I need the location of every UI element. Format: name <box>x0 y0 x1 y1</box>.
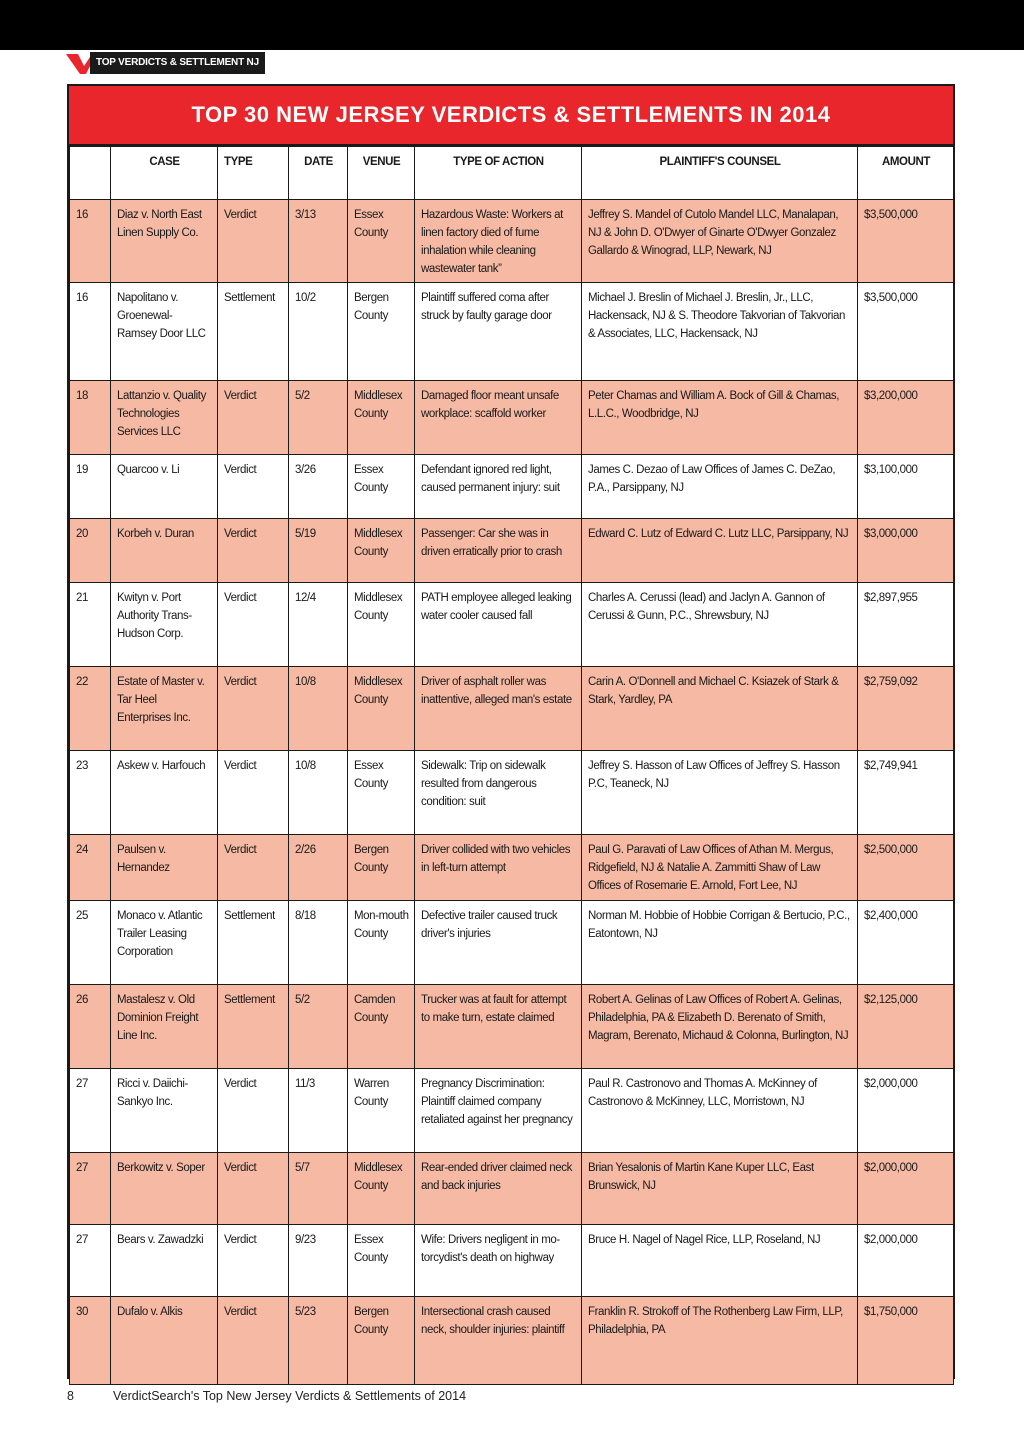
cell-venue: Bergen County <box>348 283 415 381</box>
col-header-rank <box>70 147 111 200</box>
cell-type: Verdict <box>218 519 289 583</box>
cell-action: Defendant ignored red light, caused permanent injury: suit <box>415 455 582 519</box>
cell-date: 10/2 <box>289 283 348 381</box>
cell-rank: 24 <box>70 835 111 901</box>
cell-action: Driver of asphalt roller was inattentive, alleged man's estate <box>415 667 582 751</box>
cell-counsel: Brian Yesalonis of Martin Kane Kuper LLC, East Brunswick, NJ <box>582 1153 858 1225</box>
cell-action: Passenger: Car she was in driven erratically prior to crash <box>415 519 582 583</box>
top-black-bar <box>0 0 1024 50</box>
cell-date: 9/23 <box>289 1225 348 1297</box>
cell-rank: 20 <box>70 519 111 583</box>
cell-case: Askew v. Harfouch <box>111 751 218 835</box>
cell-amount: $2,749,941 <box>858 751 954 835</box>
cell-action: PATH employee alleged leaking water cooler caused fall <box>415 583 582 667</box>
cell-amount: $3,000,000 <box>858 519 954 583</box>
cell-counsel: Norman M. Hobbie of Hobbie Corrigan & Bertucio, P.C., Eatontown, NJ <box>582 901 858 985</box>
cell-rank: 25 <box>70 901 111 985</box>
cell-amount: $3,500,000 <box>858 283 954 381</box>
cell-counsel: Peter Chamas and William A. Bock of Gill & Chamas, L.L.C., Woodbridge, NJ <box>582 381 858 455</box>
cell-type: Settlement <box>218 283 289 381</box>
col-header-type: TYPE <box>218 147 289 200</box>
cell-action: Trucker was at fault for attempt to make turn, estate claimed <box>415 985 582 1069</box>
cell-amount: $2,000,000 <box>858 1069 954 1153</box>
cell-counsel: Franklin R. Strokoff of The Rothenberg Law Firm, LLP, Philadelphia, PA <box>582 1297 858 1385</box>
table-row <box>70 455 954 519</box>
cell-counsel: Carin A. O'Donnell and Michael C. Ksiazek of Stark & Stark, Yardley, PA <box>582 667 858 751</box>
cell-amount: $2,500,000 <box>858 835 954 901</box>
cell-rank: 16 <box>70 283 111 381</box>
cell-amount: $2,125,000 <box>858 985 954 1069</box>
cell-date: 5/2 <box>289 381 348 455</box>
cell-case: Monaco v. Atlantic Trailer Leasing Corporation <box>111 901 218 985</box>
cell-venue: Middlesex County <box>348 519 415 583</box>
cell-amount: $2,897,955 <box>858 583 954 667</box>
table-row <box>70 835 954 901</box>
cell-venue: Essex County <box>348 1225 415 1297</box>
cell-rank: 27 <box>70 1225 111 1297</box>
cell-case: Ricci v. Daiichi-Sankyo Inc. <box>111 1069 218 1153</box>
cell-counsel: Charles A. Cerussi (lead) and Jaclyn A. Gannon of Cerussi & Gunn, P.C., Shrewsbury, NJ <box>582 583 858 667</box>
cell-rank: 27 <box>70 1069 111 1153</box>
cell-type: Verdict <box>218 751 289 835</box>
cell-case: Paulsen v. Hernandez <box>111 835 218 901</box>
cell-case: Dufalo v. Alkis <box>111 1297 218 1385</box>
cell-date: 8/18 <box>289 901 348 985</box>
table-row <box>70 901 954 985</box>
cell-venue: Middlesex County <box>348 583 415 667</box>
cell-venue: Middlesex County <box>348 381 415 455</box>
table-row <box>70 751 954 835</box>
table-title-bar <box>69 86 953 146</box>
col-header-date: DATE <box>289 147 348 200</box>
cell-date: 10/8 <box>289 667 348 751</box>
table-header-row <box>70 147 954 200</box>
cell-case: Quarcoo v. Li <box>111 455 218 519</box>
cell-counsel: Michael J. Breslin of Michael J. Breslin, Jr., LLC, Hackensack, NJ & S. Theodore Takvorian of Takvorian & Associates, LLC, Hackensack, NJ <box>582 283 858 381</box>
col-header-counsel: PLAINTIFF'S COUNSEL <box>582 147 858 200</box>
col-header-case: CASE <box>111 147 218 200</box>
cell-counsel: Paul G. Paravati of Law Offices of Athan M. Mergus, Ridgefield, NJ & Natalie A. Zammitti Shaw of Law Offices of Rosemarie E. Arnold, Fort Lee, NJ <box>582 835 858 901</box>
cell-rank: 27 <box>70 1153 111 1225</box>
cell-rank: 18 <box>70 381 111 455</box>
cell-type: Verdict <box>218 835 289 901</box>
cell-rank: 30 <box>70 1297 111 1385</box>
table-row <box>70 667 954 751</box>
cell-action: Plaintiff suffered coma after struck by faulty garage door <box>415 283 582 381</box>
table-row <box>70 1153 954 1225</box>
cell-action: Defective trailer caused truck driver's injuries <box>415 901 582 985</box>
cell-venue: Camden County <box>348 985 415 1069</box>
cell-counsel: Paul R. Castronovo and Thomas A. McKinney of Castronovo & McKinney, LLC, Morristown, NJ <box>582 1069 858 1153</box>
cell-action: Driver collided with two vehicles in left-turn attempt <box>415 835 582 901</box>
cell-amount: $3,200,000 <box>858 381 954 455</box>
cell-case: Bears v. Zawadzki <box>111 1225 218 1297</box>
cell-venue: Bergen County <box>348 835 415 901</box>
cell-action: Hazardous Waste: Workers at linen factory died of fume inhalation while cleaning wastewater tank” <box>415 200 582 283</box>
table-row <box>70 1297 954 1385</box>
cell-case: Korbeh v. Duran <box>111 519 218 583</box>
cell-case: Estate of Master v. Tar Heel Enterprises Inc. <box>111 667 218 751</box>
cell-action: Intersectional crash caused neck, shoulder injuries: plaintiff <box>415 1297 582 1385</box>
cell-case: Lattanzio v. Quality Technologies Services LLC <box>111 381 218 455</box>
cell-date: 3/26 <box>289 455 348 519</box>
cell-amount: $1,750,000 <box>858 1297 954 1385</box>
section-tag <box>66 52 265 74</box>
page-number: 8 <box>67 1389 74 1403</box>
cell-amount: $3,500,000 <box>858 200 954 283</box>
cell-type: Verdict <box>218 200 289 283</box>
cell-action: Rear-ended driver claimed neck and back injuries <box>415 1153 582 1225</box>
cell-rank: 21 <box>70 583 111 667</box>
cell-amount: $2,000,000 <box>858 1153 954 1225</box>
cell-type: Verdict <box>218 583 289 667</box>
cell-type: Verdict <box>218 1297 289 1385</box>
cell-case: Berkowitz v. Soper <box>111 1153 218 1225</box>
table-row <box>70 200 954 283</box>
cell-rank: 19 <box>70 455 111 519</box>
cell-action: Sidewalk: Trip on sidewalk resulted from dangerous condition: suit <box>415 751 582 835</box>
cell-amount: $2,000,000 <box>858 1225 954 1297</box>
cell-venue: Warren County <box>348 1069 415 1153</box>
cell-counsel: Jeffrey S. Hasson of Law Offices of Jeffrey S. Hasson P.C, Teaneck, NJ <box>582 751 858 835</box>
cell-amount: $2,400,000 <box>858 901 954 985</box>
cell-action: Wife: Drivers negligent in mo-torcydist's death on highway <box>415 1225 582 1297</box>
table-row <box>70 985 954 1069</box>
cell-counsel: Edward C. Lutz of Edward C. Lutz LLC, Parsippany, NJ <box>582 519 858 583</box>
cell-date: 5/19 <box>289 519 348 583</box>
cell-type: Verdict <box>218 1069 289 1153</box>
section-tag-label: TOP VERDICTS & SETTLEMENT NJ <box>90 52 265 74</box>
cell-type: Settlement <box>218 901 289 985</box>
cell-date: 12/4 <box>289 583 348 667</box>
verdicts-table-frame <box>67 84 955 1379</box>
cell-case: Napolitano v. Groenewal-Ramsey Door LLC <box>111 283 218 381</box>
cell-case: Diaz v. North East Linen Supply Co. <box>111 200 218 283</box>
table-row <box>70 381 954 455</box>
cell-counsel: Robert A. Gelinas of Law Offices of Robert A. Gelinas, Philadelphia, PA & Elizabeth D. Berenato of Smith, Magram, Berenato, Michaud & Colonna, Burlington, NJ <box>582 985 858 1069</box>
cell-date: 10/8 <box>289 751 348 835</box>
cell-venue: Mon-mouth County <box>348 901 415 985</box>
col-header-amount: AMOUNT <box>858 147 954 200</box>
table-title: TOP 30 NEW JERSEY VERDICTS & SETTLEMENTS IN 2014 <box>191 102 831 127</box>
col-header-action: TYPE OF ACTION <box>415 147 582 200</box>
table-row <box>70 1225 954 1297</box>
cell-venue: Essex County <box>348 200 415 283</box>
cell-counsel: Bruce H. Nagel of Nagel Rice, LLP, Roseland, NJ <box>582 1225 858 1297</box>
cell-venue: Essex County <box>348 455 415 519</box>
cell-type: Settlement <box>218 985 289 1069</box>
col-header-venue: VENUE <box>348 147 415 200</box>
verdicts-table <box>69 146 954 1385</box>
cell-rank: 22 <box>70 667 111 751</box>
cell-date: 11/3 <box>289 1069 348 1153</box>
table-row <box>70 519 954 583</box>
cell-action: Damaged floor meant unsafe workplace: scaffold worker <box>415 381 582 455</box>
cell-case: Kwityn v. Port Authority Trans-Hudson Corp. <box>111 583 218 667</box>
cell-type: Verdict <box>218 381 289 455</box>
cell-counsel: James C. Dezao of Law Offices of James C. DeZao, P.A., Parsippany, NJ <box>582 455 858 519</box>
page-footer <box>67 1389 466 1403</box>
cell-rank: 23 <box>70 751 111 835</box>
cell-venue: Bergen County <box>348 1297 415 1385</box>
cell-venue: Middlesex County <box>348 667 415 751</box>
cell-type: Verdict <box>218 1153 289 1225</box>
cell-type: Verdict <box>218 455 289 519</box>
cell-date: 5/23 <box>289 1297 348 1385</box>
table-row <box>70 283 954 381</box>
cell-rank: 16 <box>70 200 111 283</box>
cell-amount: $3,100,000 <box>858 455 954 519</box>
cell-date: 3/13 <box>289 200 348 283</box>
cell-date: 5/7 <box>289 1153 348 1225</box>
cell-action: Pregnancy Discrimination: Plaintiff claimed company retaliated against her pregnancy <box>415 1069 582 1153</box>
cell-venue: Middlesex County <box>348 1153 415 1225</box>
publication-title: VerdictSearch's Top New Jersey Verdicts & Settlements of 2014 <box>113 1389 467 1403</box>
cell-venue: Essex County <box>348 751 415 835</box>
table-row <box>70 583 954 667</box>
cell-case: Mastalesz v. Old Dominion Freight Line Inc. <box>111 985 218 1069</box>
cell-type: Verdict <box>218 1225 289 1297</box>
table-row <box>70 1069 954 1153</box>
cell-counsel: Jeffrey S. Mandel of Cutolo Mandel LLC, Manalapan, NJ & John D. O'Dwyer of Ginarte O'Dwyer Gonzalez Gallardo & Winograd, LLP, Newark, NJ <box>582 200 858 283</box>
cell-rank: 26 <box>70 985 111 1069</box>
cell-date: 5/2 <box>289 985 348 1069</box>
cell-type: Verdict <box>218 667 289 751</box>
cell-amount: $2,759,092 <box>858 667 954 751</box>
cell-date: 2/26 <box>289 835 348 901</box>
